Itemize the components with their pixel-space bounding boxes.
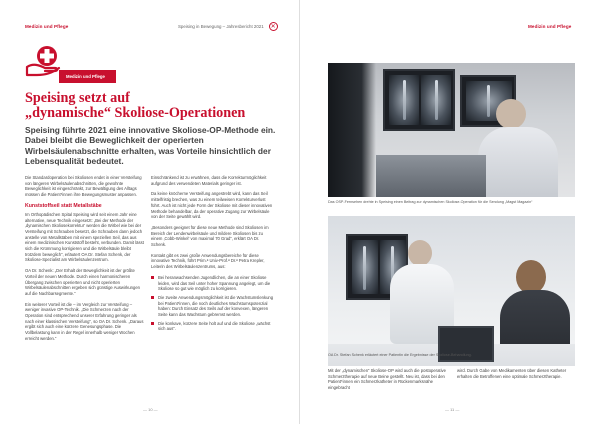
paragraph: Die Standardoperation bei Skoliosen endet in einer Versteifung von längeren Wirbelsäulenabschnitten, die gewohnte Beweglichkeit ist eingeschränkt, zur Bewältigung des Alltags müssen die Patient*innen ihre Bewegungsmuster anpassen. xyxy=(25,175,142,198)
photo-caption-2: OA Dr. Stefan Schenk erläutert einer Patientin die Ergebnisse der Skoliose-Behandlung. xyxy=(328,353,472,357)
list-item: Die konkave, kürzere Seite holt auf und die Skoliose „wächst sich aus“. xyxy=(151,321,275,332)
emblem-icon: ✕ xyxy=(270,23,276,30)
bullet-list xyxy=(151,275,275,332)
photo-consultation xyxy=(328,216,575,366)
doctor-head xyxy=(408,240,432,266)
article-title xyxy=(25,91,275,121)
running-head-right: Medizin und Pflege xyxy=(528,24,572,29)
page-number-left: — 10 — xyxy=(143,407,158,412)
text-column-2 xyxy=(151,175,275,337)
title-line-1: Speising setzt auf xyxy=(25,90,130,106)
paragraph: OA Dr. Schenk: „Der Erhalt der Beweglichkeit ist der größte Vorteil der neuen Methode. Durch einen harmonischeren Übergang zwischen operierten und nicht operierten Wirbelsäulenabschnitten ergeben sich günstige Auswirkungen auf die Nachbarsegmente.“ xyxy=(25,268,140,296)
text-column-4: wird. Durch Gabe von Medikamenten über diesen Katheter erhalten die Betroffenen eine optimale Schmerztherapie. xyxy=(457,368,567,379)
desk xyxy=(376,155,486,197)
photo-caption-1: Das OSP-Fernsehen drehte in Speising einen Beitrag zur dynamischen Skoliose-Operation für die Sendung „Magst Magazin“ xyxy=(328,200,533,204)
xray-monitor xyxy=(383,69,455,131)
photo-tv-filming xyxy=(328,63,575,197)
text-column-1 xyxy=(25,175,144,347)
page-number-right: — 11 — xyxy=(445,407,460,412)
running-head-center xyxy=(178,22,278,31)
list-item: Die zweite Anwendungsmöglichkeit ist die Wachstumslenkung bei Patient*innen, die noch deutliches Wachstumspotenzial haben: Durch Einsatz des Seils auf der konvexen, längeren Seite kann das Wachstum gebremst werden. xyxy=(151,295,275,318)
paragraph: Da keine knöcherne Versteifung angestrebt wird, kann das Seil mittelfristig brechen, was zu einem teilweisen Korrekturverlust führt. Auch ist nicht jede Form der Skoliose mit dieser innovativen Methode behandelbar, da der operative Zugang zur Wirbelsäule von der Seite gewählt wird. xyxy=(151,191,273,220)
paragraph: „Besonders geeignet für diese neue Methode sind Skoliosen im Bereich der Lendenwirbelsäule und mildere Skoliosen bis zu einem ‚Cobb-Winkel‘ von maximal 70 Grad“, erklärt OA Dr. Schenk. xyxy=(151,224,269,248)
paragraph: Einschränkend ist zu erwähnen, dass die Korrekturmöglichkeit aufgrund des verwendeten Materials geringer ist. xyxy=(151,175,267,186)
subheading: Kunststoffseil statt Metallstäbe xyxy=(25,202,102,209)
running-head-left: Medizin und Pflege xyxy=(25,24,69,29)
paragraph: Kontakt gibt es zwei große Anwendungsbereiche für diese innovative Technik, führt Prim.ª Univ-Prof.ª Dr.ª Petra Krepler, Leiterin des Wirbelsäulenzentrums, aus: xyxy=(151,252,265,270)
paragraph: Im Orthopädischen Spital Speising wird seit einem Jahr eine alternative, neue Technik eingesetzt: „Bei der Methode der ‚dynamischen Skoliosekorrektur‘ werden die Wirbel wie bei der Versteifung mit Schrauben besetzt, die Schrauben dann jedoch anstelle von Metallstäben mit einem speziellen Seil, das aus einem medizinischen Kunststoff besteht, verbunden. Damit lässt sich die Krümmung korrigieren und die Wirbelsäule bleibt trotzdem beweglich“, erläutert OA Dr. Stefan Schenk, der Skoliose-Spezialist am Wirbelsäulenzentrum. xyxy=(25,211,144,263)
doctor-coat xyxy=(478,127,558,197)
hand-heart-cross-logo xyxy=(25,44,62,77)
paragraph: Ein weiterer Vorteil ist die – im Vergleich zur Versteifung – weniger invasive OP-Technik. „Die Schmerzen nach der Operation sind entsprechend unserer Erfahrung geringer als nach einer klassischen Versteifung“, so OA Dr. Schenk. „Daraus ergibt sich auch eine kürzere Genesungsphase. Die Vollbelastung kann in der Regel innerhalb weniger Wochen erreicht werden.“ xyxy=(25,301,144,341)
list-item: Bei heranwachsenden Jugendlichen, die an einer Skoliose leiden, wird das Seil unter hoher Spannung angelegt, um die Skoliose so gut wie möglich zu korrigieren. xyxy=(151,275,275,292)
title-line-2: „dynamische“ Skoliose-Operationen xyxy=(25,105,246,121)
doctor-head xyxy=(496,99,526,129)
camera xyxy=(328,63,376,197)
patient-head xyxy=(516,260,546,294)
lead-paragraph: Speising führte 2021 eine innovative Skoliose-OP-Methode ein. Dabei bleibt die Beweglichkeit der operierten Wirbelsäulenabschnitte erhalten, was Vorteile hinsichtlich der Lebensqualität bedeutet. xyxy=(25,125,276,166)
publication-title: Speising in Bewegung – Jahresbericht 2021 xyxy=(178,24,264,29)
text-column-3: Mit der „dynamischen“ Skoliose-OP wird auch die postoperative Schmerztherapie auf neue Beine gestellt. Neu ist, dass bei den Patient*innen ein Schmerzkatheter in Rückenmarksnähe eingebracht xyxy=(328,368,446,391)
section-label-bar: Medizin und Pflege xyxy=(59,70,116,83)
